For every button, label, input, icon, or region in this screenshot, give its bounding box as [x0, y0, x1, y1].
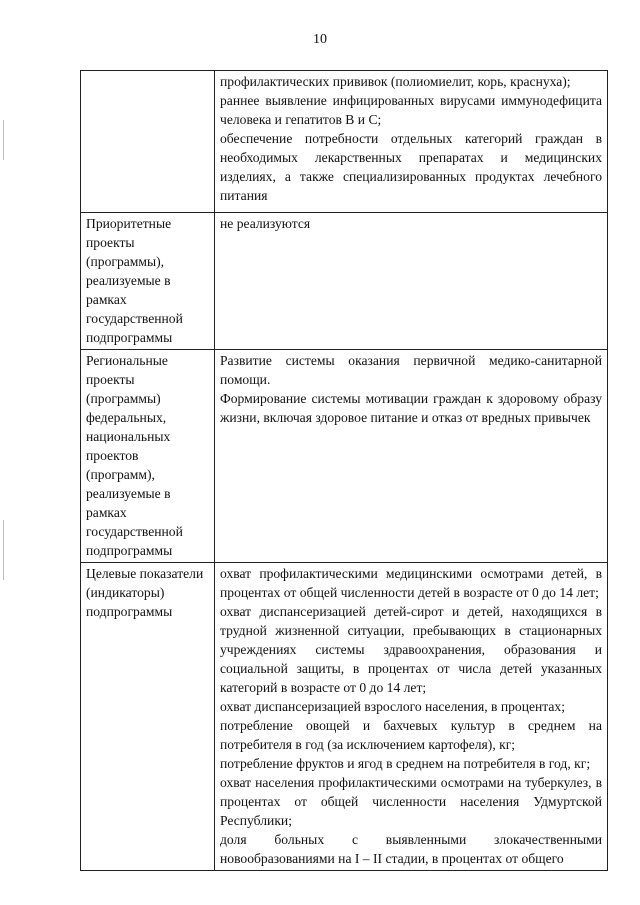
row-label — [81, 71, 215, 213]
page-number: 10 — [313, 32, 327, 47]
row-content — [215, 350, 608, 563]
row-label: Региональные проекты (программы) федеральных, национальных проектов (программ), реализуемые в рамках государственной подпрограммы — [81, 350, 215, 563]
content-paragraph: Формирование системы мотивации граждан к здоровому образу жизни, включая здоровое питание и отказ от вредных привычек — [220, 391, 602, 425]
row-content — [215, 71, 608, 213]
scan-edge-mark — [3, 520, 4, 580]
content-paragraph: потребление овощей и бахчевых культур в среднем на потребителя в год (за исключением картофеля), кг; — [220, 718, 602, 752]
content-paragraph: Развитие системы оказания первичной медико-санитарной помощи. — [220, 353, 602, 387]
content-paragraph: потребление фруктов и ягод в среднем на потребителя в год, кг; — [220, 756, 591, 771]
content-paragraph: охват населения профилактическими осмотрами на туберкулез, в процентах от общей численности населения Удмуртской Республики; — [220, 775, 602, 828]
content-paragraph: доля больных с выявленными злокачественными новообразованиями на I – II стадии, в процентах от общего — [220, 832, 602, 866]
row-label: Целевые показатели (индикаторы) подпрограммы — [81, 563, 215, 871]
table-row — [81, 71, 608, 213]
content-paragraph: обеспечение потребности отдельных категорий граждан в необходимых лекарственных препаратах и медицинских изделиях, а также специализированных продуктах лечебного питания — [220, 131, 602, 203]
table-row — [81, 563, 608, 871]
table-row — [81, 350, 608, 563]
content-paragraph: охват профилактическими медицинскими осмотрами детей, в процентах от общей численности детей в возрасте от 0 до 14 лет; — [220, 566, 602, 600]
row-content — [215, 213, 608, 350]
table-row — [81, 213, 608, 350]
content-paragraph: охват диспансеризацией детей-сирот и детей, находящихся в трудной жизненной ситуации, пребывающих в стационарных учреждениях системы здравоохранения, образования и социальной защиты, в процентах от числа детей указанных категорий в возрасте от 0 до 14 лет; — [220, 604, 602, 695]
scan-edge-mark — [3, 120, 4, 160]
row-label: Приоритетные проекты (программы), реализуемые в рамках государственной подпрограммы — [81, 213, 215, 350]
content-paragraph: профилактических прививок (полиомиелит, корь, краснуха); — [220, 74, 571, 89]
content-paragraph: не реализуются — [220, 216, 311, 231]
row-content — [215, 563, 608, 871]
subprogram-passport-table — [80, 70, 608, 871]
content-paragraph: охват диспансеризацией взрослого населения, в процентах; — [220, 699, 565, 714]
content-paragraph: раннее выявление инфицированных вирусами иммунодефицита человека и гепатитов В и С; — [220, 93, 602, 127]
